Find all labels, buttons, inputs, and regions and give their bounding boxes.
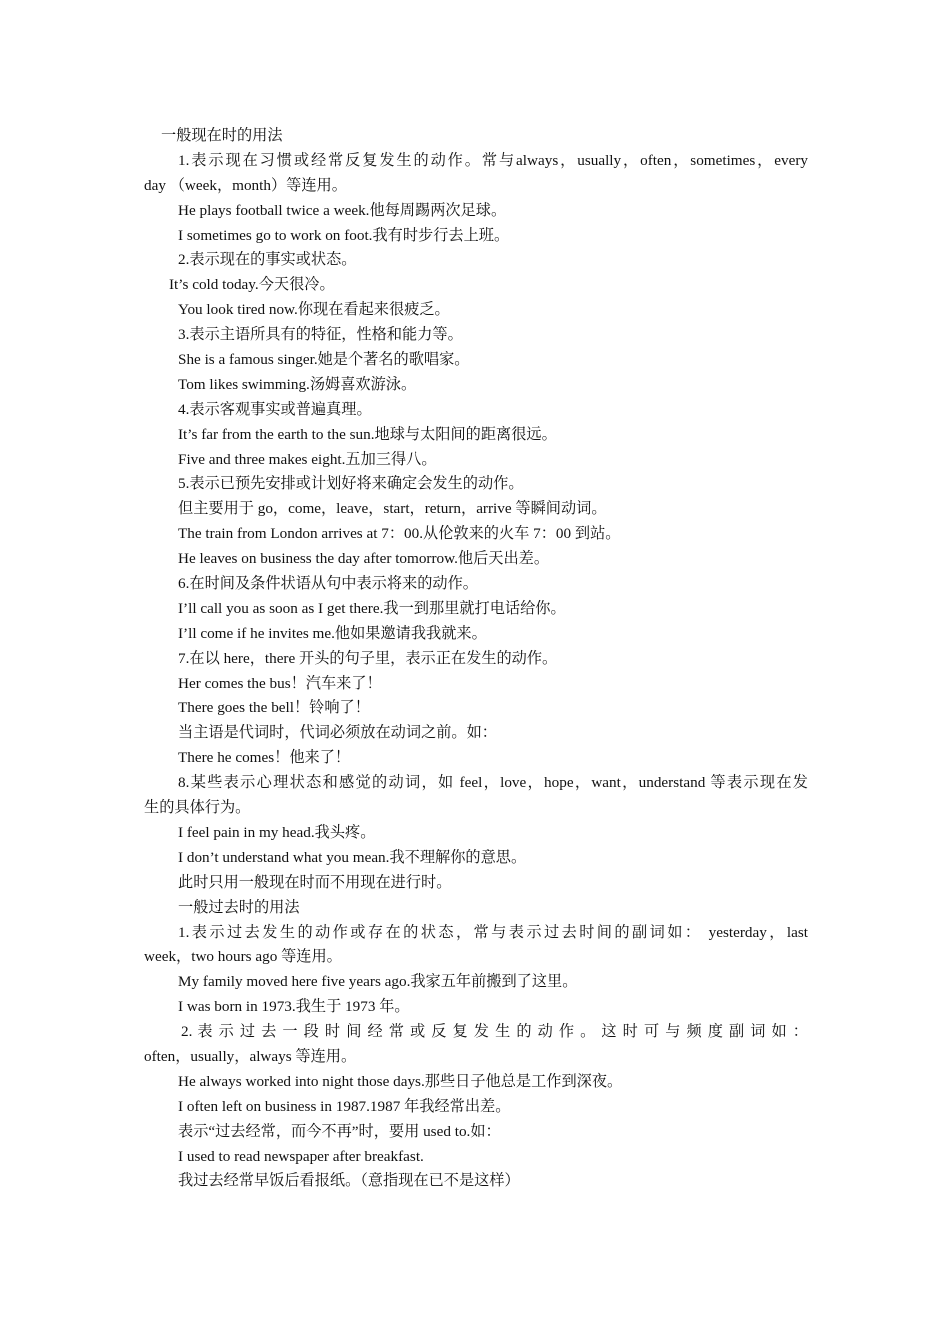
- past-rule-1-continuation: week，two hours ago 等连用。: [144, 948, 342, 966]
- example-line: He plays football twice a week.他每周踢两次足球。: [178, 201, 507, 219]
- rule-7-text: 7.在以 here，there 开头的句子里，表示正在发生的动作。: [178, 649, 558, 667]
- rule-4-text: 4.表示客观事实或普遍真理。: [178, 400, 372, 418]
- document-page: [144, 124, 808, 1194]
- rule-2-text: 2.表示现在的事实或状态。: [178, 251, 357, 269]
- example-line: I was born in 1973.我生于 1973 年。: [178, 998, 410, 1016]
- rule-3-text: 3.表示主语所具有的特征，性格和能力等。: [178, 326, 463, 344]
- rule-1-continuation: day （week，month）等连用。: [144, 176, 347, 194]
- example-line: He leaves on business the day after tomorrow.他后天出差。: [178, 550, 550, 568]
- past-rule-1-text: 1.表示过去发生的动作或存在的状态，常与表示过去时间的副词如： yesterday，last: [178, 923, 808, 941]
- example-line: I used to read newspaper after breakfast.: [178, 1147, 424, 1165]
- rule-8-note: 此时只用一般现在时而不用现在进行时。: [178, 873, 452, 891]
- example-line: Her comes the bus！汽车来了！: [178, 674, 382, 692]
- example-line: I don’t understand what you mean.我不理解你的意思。: [178, 848, 527, 866]
- section-heading-simple-past: 一般过去时的用法: [178, 898, 300, 916]
- example-line: He always worked into night those days.那些日子他总是工作到深夜。: [178, 1072, 623, 1090]
- rule-5-text: 5.表示已预先安排或计划好将来确定会发生的动作。: [178, 475, 524, 493]
- rule-5-note: 但主要用于 go，come，leave，start，return，arrive 等瞬间动词。: [178, 500, 607, 518]
- example-line: It’s far from the earth to the sun.地球与太阳间的距离很远。: [178, 425, 557, 443]
- rule-8-continuation: 生的具体行为。: [144, 799, 251, 817]
- example-line: I often left on business in 1987.1987 年我经常出差。: [178, 1097, 511, 1115]
- example-line: I’ll call you as soon as I get there.我一到那里就打电话给你。: [178, 599, 566, 617]
- example-line: I’ll come if he invites me.他如果邀请我我就来。: [178, 624, 487, 642]
- past-rule-2-continuation: often，usually，always 等连用。: [144, 1047, 357, 1065]
- example-line: It’s cold today.今天很冷。: [169, 276, 335, 294]
- example-line: I sometimes go to work on foot.我有时步行去上班。: [178, 226, 510, 244]
- example-line: Five and three makes eight.五加三得八。: [178, 450, 437, 468]
- example-line: You look tired now.你现在看起来很疲乏。: [178, 301, 450, 319]
- example-line: I feel pain in my head.我头疼。: [178, 823, 376, 841]
- used-to-note: 表示“过去经常，而今不再”时，要用 used to.如：: [178, 1122, 501, 1140]
- rule-8-text: 8.某些表示心理状态和感觉的动词，如 feel，love，hope，want，understand 等表示现在发: [178, 774, 808, 792]
- rule-1-text: 1.表示现在习惯或经常反复发生的动作。常与always，usually，often，sometimes，every: [178, 151, 808, 169]
- section-heading-simple-present: 一般现在时的用法: [161, 127, 283, 144]
- example-line: The train from London arrives at 7：00.从伦敦来的火车 7：00 到站。: [178, 525, 621, 543]
- example-line: There he comes！他来了！: [178, 749, 351, 767]
- example-line: Tom likes swimming.汤姆喜欢游泳。: [178, 375, 417, 393]
- example-translation: 我过去经常早饭后看报纸。（意指现在已不是这样）: [178, 1172, 520, 1190]
- example-line: She is a famous singer.她是个著名的歌唱家。: [178, 351, 470, 369]
- example-line: My family moved here five years ago.我家五年前搬到了这里。: [178, 973, 578, 991]
- rule-7-note: 当主语是代词时，代词必须放在动词之前。如：: [178, 724, 497, 742]
- rule-6-text: 6.在时间及条件状语从句中表示将来的动作。: [178, 575, 478, 593]
- past-rule-2-text: 2. 表 示 过 去 一 段 时 间 经 常 或 反 复 发 生 的 动 作 。 这 时 可 与 频 度 副 词 如 ：: [181, 1023, 808, 1041]
- example-line: There goes the bell！铃响了！: [178, 699, 370, 717]
